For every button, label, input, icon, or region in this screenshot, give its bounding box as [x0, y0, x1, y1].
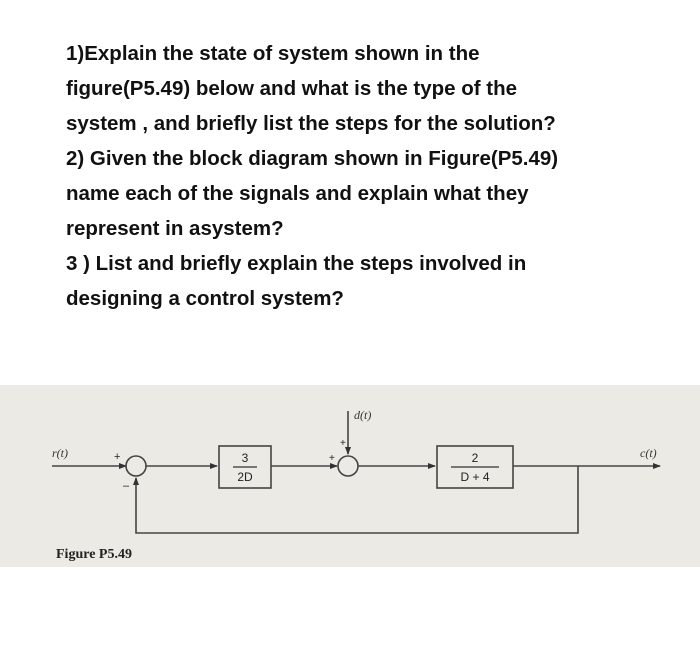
summing-junction-1 [126, 456, 146, 476]
sum2-plus-top-sign: + [340, 438, 346, 449]
question-line: name each of the signals and explain what they [66, 182, 529, 205]
feedback-path [136, 466, 578, 533]
figure-caption: Figure P5.49 [56, 547, 132, 562]
question-line: 1)Explain the state of system shown in the [66, 42, 480, 65]
block1-numerator: 3 [241, 451, 249, 465]
input-label: r(t) [52, 446, 68, 460]
output-label: c(t) [640, 446, 657, 460]
figure-panel [0, 385, 700, 567]
block2-numerator: 2 [471, 451, 479, 465]
question-line: 3 ) List and briefly explain the steps involved in [66, 252, 527, 275]
question-text [66, 36, 666, 316]
question-line: figure(P5.49) below and what is the type of the [66, 77, 518, 100]
question-line: system , and briefly list the steps for the solution? [66, 112, 556, 135]
block1-denominator: 2D [237, 470, 253, 484]
block2-denominator: D + 4 [460, 470, 490, 484]
disturbance-label: d(t) [354, 408, 372, 422]
question-line: designing a control system? [66, 287, 344, 310]
sum1-plus-sign: + [114, 451, 121, 463]
summing-junction-2 [338, 456, 358, 476]
question-line: 2) Given the block diagram shown in Figure(P5.49) [66, 147, 559, 170]
sum1-minus-sign: – [123, 480, 130, 492]
block-diagram [0, 385, 700, 567]
question-line: represent in asystem? [66, 217, 284, 240]
sum2-plus-left-sign: + [329, 453, 335, 464]
